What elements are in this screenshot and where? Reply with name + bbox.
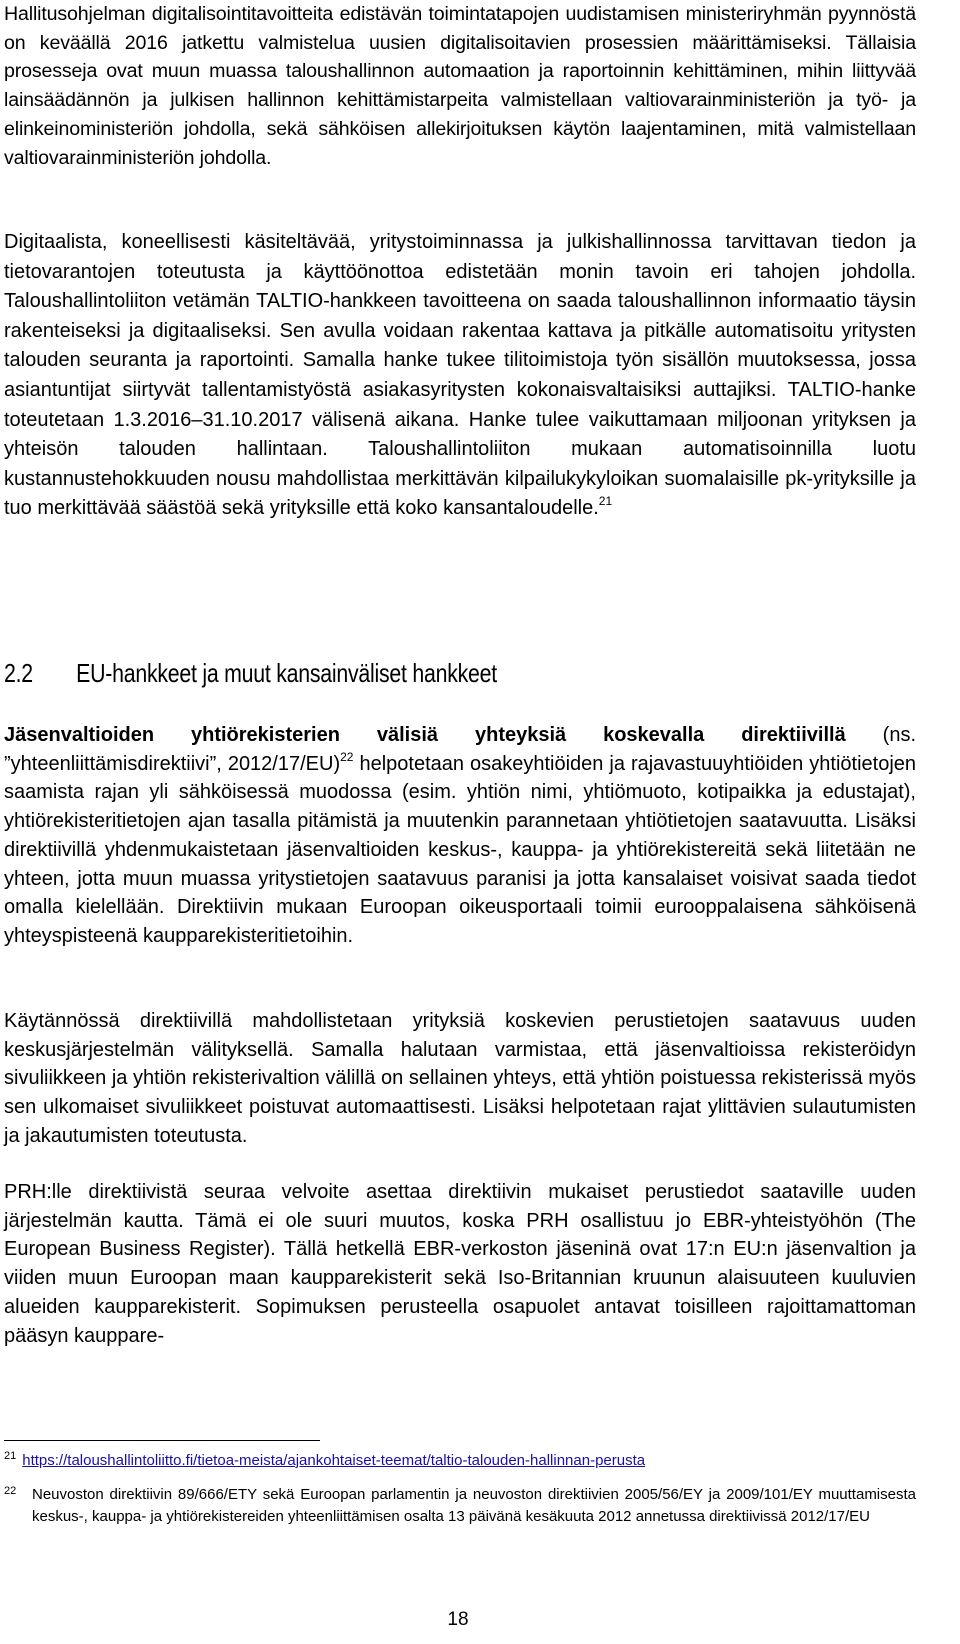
- footnote-link[interactable]: https://taloushallintoliitto.fi/tietoa-meista/ajankohtaiset-teemat/taltio-talouden-hallinnan-perusta: [22, 1452, 646, 1469]
- footnote-ref-22[interactable]: 22: [340, 749, 354, 764]
- footnote-ref-21[interactable]: 21: [598, 494, 613, 509]
- footnote-text: Neuvoston direktiivin 89/666/ETY sekä Euroopan parlamentin ja neuvoston direktiivien 2005/56/EY ja 2009/101/EY muuttamisesta keskus-, kauppa- ja yhtiörekistereiden yhteenliittämisen osalta 13 päivänä kesäkuuta 2012 annetussa direktiivissä 2012/17/EU: [32, 1486, 916, 1525]
- footnote-mark: 22: [4, 1485, 17, 1497]
- footnote-mark: 21: [4, 1450, 17, 1462]
- paragraph-text: Käytännössä direktiivillä mahdollistetaan yrityksiä koskevien perustietojen saatavuus uuden keskusjärjestelmän välityksellä. Samalla halutaan varmistaa, että jäsenvaltioissa rekisteröidyn sivuliikkeen ja yhtiön rekisterivaltion välillä on sellainen yhteys, että yhtiön poistuessa rekisterissä myös sen ulkomaiset sivuliikkeet poistuvat automaattisesti. Lisäksi helpotetaan rajat ylittävien sulautumisten ja jakautumisten toteutusta.: [4, 1010, 916, 1147]
- paragraph-text: helpotetaan osakeyhtiöiden ja rajavastuuyhtiöiden yhtiötietojen saamista rajan yli sähköisessä muodossa (esim. yhtiön nimi, yhtiömuoto, kotipaikka ja edustajat), yhtiörekisteritietojen ajan tasalla pitämistä ja muutenkin parannetaan yhtiötietojen saatavuutta. Lisäksi direktiivillä yhdenmukaistetaan jäsenvaltioiden keskus-, kauppa- ja yhtiörekistereitä sekä liitetään ne yhteen, jotta muun muassa yritystietojen saatavuus paranisi ja jotta kansalaiset voisivat saada tiedot omalla kielellään. Direktiivin mukaan Euroopan oikeusportaali toimii eurooppalaisena sähköisenä yhteyspisteenä kaupparekisteritietoihin.: [4, 752, 917, 947]
- paragraph-interconnection-directive: [4, 721, 916, 951]
- section-heading: [4, 655, 752, 691]
- section-title: EU-hankkeet ja muut kansainväliset hankkeet: [76, 658, 497, 688]
- paragraph-digitalisation-program: [4, 0, 916, 172]
- page-number: 18: [447, 1609, 469, 1630]
- paragraph-text: Hallitusohjelman digitalisointitavoitteita edistävän toimintatapojen uudistamisen ministeriryhmän pyynnöstä on keväällä 2016 jatkettu valmistelua uusien digitalisoitavien prosessien määrittämiseksi. Tällaisia prosesseja ovat muun muassa taloushallinnon automaation ja raportoinnin kehittäminen, mihin liittyvää lainsäädännön ja julkisen hallinnon kehittämistarpeita valmistellaan valtiovarainministeriön ja työ- ja elinkeinoministeriön johdolla, sekä sähköisen allekirjoituksen käytön laajentaminen, mitä valmistellaan valtiovarainministeriön johdolla.: [4, 3, 916, 169]
- paragraph-text: (ns. ”yhteenliittämisdirektiivi”, 2012/17/EU): [4, 724, 916, 775]
- footnote-21: [4, 1450, 916, 1473]
- bold-lead-in: Jäsenvaltioiden yhtiörekisterien välisiä yhteyksiä koskevalla direktiivillä: [4, 724, 846, 746]
- footnote-22: [4, 1484, 916, 1528]
- paragraph-taltio-project: [4, 228, 916, 524]
- paragraph-prh-obligation: [4, 1178, 916, 1350]
- paragraph-practice: [4, 1007, 916, 1151]
- paragraph-text: PRH:lle direktiivistä seuraa velvoite asettaa direktiivin mukaiset perustiedot saataville uuden järjestelmän kautta. Tämä ei ole suuri muutos, koska PRH osallistuu jo EBR-yhteistyöhön (The European Business Register). Tällä hetkellä EBR-verkoston jäseninä ovat 17:n EU:n jäsenvaltion ja viiden muun Euroopan maan kaupparekisterit sekä Iso-Britannian kruunun alaisuuteen kuuluvien alueiden kaupparekisterit. Sopimuksen perusteella osapuolet antavat toisilleen rajoittamattoman pääsyn kauppare-: [4, 1181, 916, 1347]
- section-number: 2.2: [4, 658, 33, 688]
- footnote-divider: [4, 1440, 320, 1441]
- paragraph-text: Digitaalista, koneellisesti käsiteltävää, yritystoiminnassa ja julkishallinnossa tarvittavan tiedon ja tietovarantojen toteutusta ja käyttöönottoa edistetään monin tavoin eri tahojen johdolla. Taloushallintoliiton vetämän TALTIO-hankkeen tavoitteena on saada taloushallinnon informaatio täysin rakenteiseksi ja digitaaliseksi. Sen avulla voidaan rakentaa kattava ja pitkälle automatisoitu yritysten talouden seuranta ja raportointi. Samalla hanke tukee tilitoimistoja työn sisällön muutoksessa, jossa asiantuntijat siirtyvät tallentamistyöstä asiakasyritysten kokonaisvaltaisiksi auttajiksi. TALTIO-hanke toteutetaan 1.3.2016–31.10.2017 välisenä aikana. Hanke tulee vaikuttamaan miljoonan yrityksen ja yhteisön talouden hallintaan. Taloushallintoliiton mukaan automatisoinnilla luotu kustannustehokkuuden nousu mahdollistaa merkittävän kilpailukykyloikan suomalaisille pk-yrityksille ja tuo merkittävää säästöä sekä yrityksille että koko kansantaloudelle.: [4, 231, 916, 520]
